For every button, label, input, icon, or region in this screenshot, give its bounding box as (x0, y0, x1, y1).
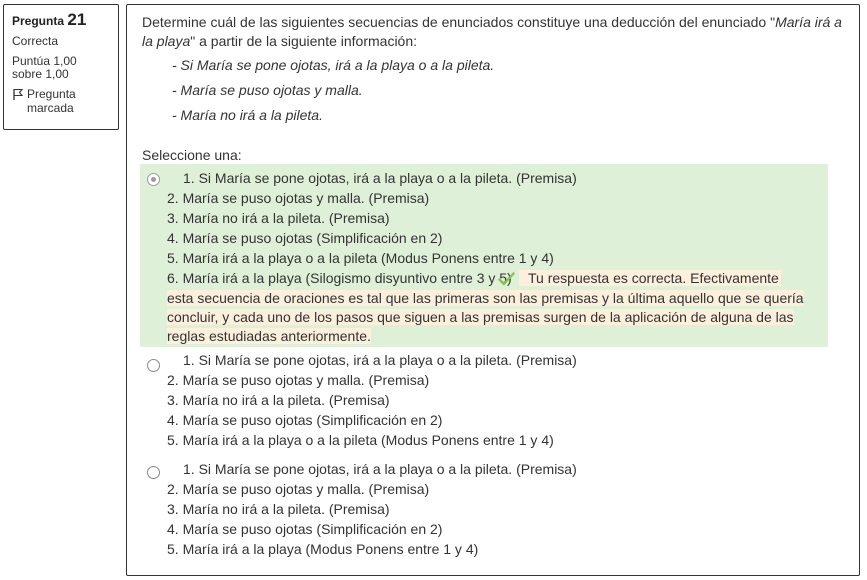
answer-line: 1. Si María se pone ojotas, irá a la playa o a la pileta. (Premisa) (183, 352, 577, 368)
premise-1: - Si María se pone ojotas, irá a la playa o a la pileta. (172, 57, 495, 73)
question-text (142, 13, 842, 51)
answer-line: 3. María no irá a la pileta. (Premisa) (167, 501, 390, 517)
question-state: Correcta (12, 34, 59, 48)
answer-radio-1[interactable] (147, 173, 160, 186)
question-number: 21 (67, 10, 87, 29)
flag-icon (12, 88, 24, 101)
flag-question-toggle[interactable] (12, 87, 110, 115)
answer-line: 4. María se puso ojotas (Simplificación en 2) (167, 521, 443, 537)
answer-feedback (167, 289, 815, 346)
answer-line: 5. María irá a la playa o a la pileta (Modus Ponens entre 1 y 4) (167, 432, 554, 448)
answer-line: 2. María se puso ojotas y malla. (Premisa) (167, 372, 430, 388)
answer-radio-2[interactable] (147, 359, 160, 372)
answer-line: 5. María irá a la playa (Modus Ponens entre 1 y 4) (167, 541, 479, 557)
check-icon (498, 272, 515, 286)
question-text-end: " a partir de la siguiente información: (190, 33, 418, 49)
answer-line: 4. María se puso ojotas (Simplificación en 2) (167, 230, 443, 246)
answer-line: 4. María se puso ojotas (Simplificación en 2) (167, 412, 443, 428)
question-label: Pregunta (12, 14, 65, 28)
answer-radio-3[interactable] (147, 466, 160, 479)
answer-line: 3. María no irá a la pileta. (Premisa) (167, 210, 390, 226)
feedback-first-line: Tu respuesta es correcta. Efectivamente (519, 270, 781, 286)
answer-line: 6. María irá a la playa (Silogismo disyuntivo entre 3 y 5) (167, 270, 512, 286)
answer-line: 2. María se puso ojotas y malla. (Premisa) (167, 190, 430, 206)
answer-option-1[interactable] (140, 164, 828, 347)
question-heading (12, 11, 110, 30)
question-content (126, 4, 860, 576)
feedback-text: esta secuencia de oraciones es tal que las primeras son las premisas y la última aquello que se quería concluir, y cada uno de los pasos que siguen a las premisas surgen de la aplicación de alguna de las reglas estudiadas anteriormente. (167, 290, 804, 344)
question-info-panel (3, 4, 119, 130)
answer-line: 5. María irá a la playa o a la pileta (Modus Ponens entre 1 y 4) (167, 250, 554, 266)
answer-line: 1. Si María se pone ojotas, irá a la playa o a la pileta. (Premisa) (183, 170, 577, 186)
select-prompt: Seleccione una: (142, 147, 242, 163)
answer-line: 3. María no irá a la pileta. (Premisa) (167, 392, 390, 408)
premise-2: - María se puso ojotas y malla. (172, 82, 363, 98)
question-text-italic: María irá a la playa (142, 14, 842, 49)
answer-option-2[interactable] (140, 347, 828, 454)
flag-label: Pregunta marcada (27, 87, 76, 115)
answer-option-3[interactable] (140, 456, 828, 566)
premise-3: - María no irá a la pileta. (172, 107, 323, 123)
answer-line: 2. María se puso ojotas y malla. (Premisa) (167, 481, 430, 497)
question-grade: Puntúa 1,00 sobre 1,00 (12, 54, 77, 81)
answer-line: 1. Si María se pone ojotas, irá a la playa o a la pileta. (Premisa) (183, 461, 577, 477)
question-text-start: Determine cuál de las siguientes secuencias de enunciados constituye una deducción del enunciado " (142, 14, 776, 30)
